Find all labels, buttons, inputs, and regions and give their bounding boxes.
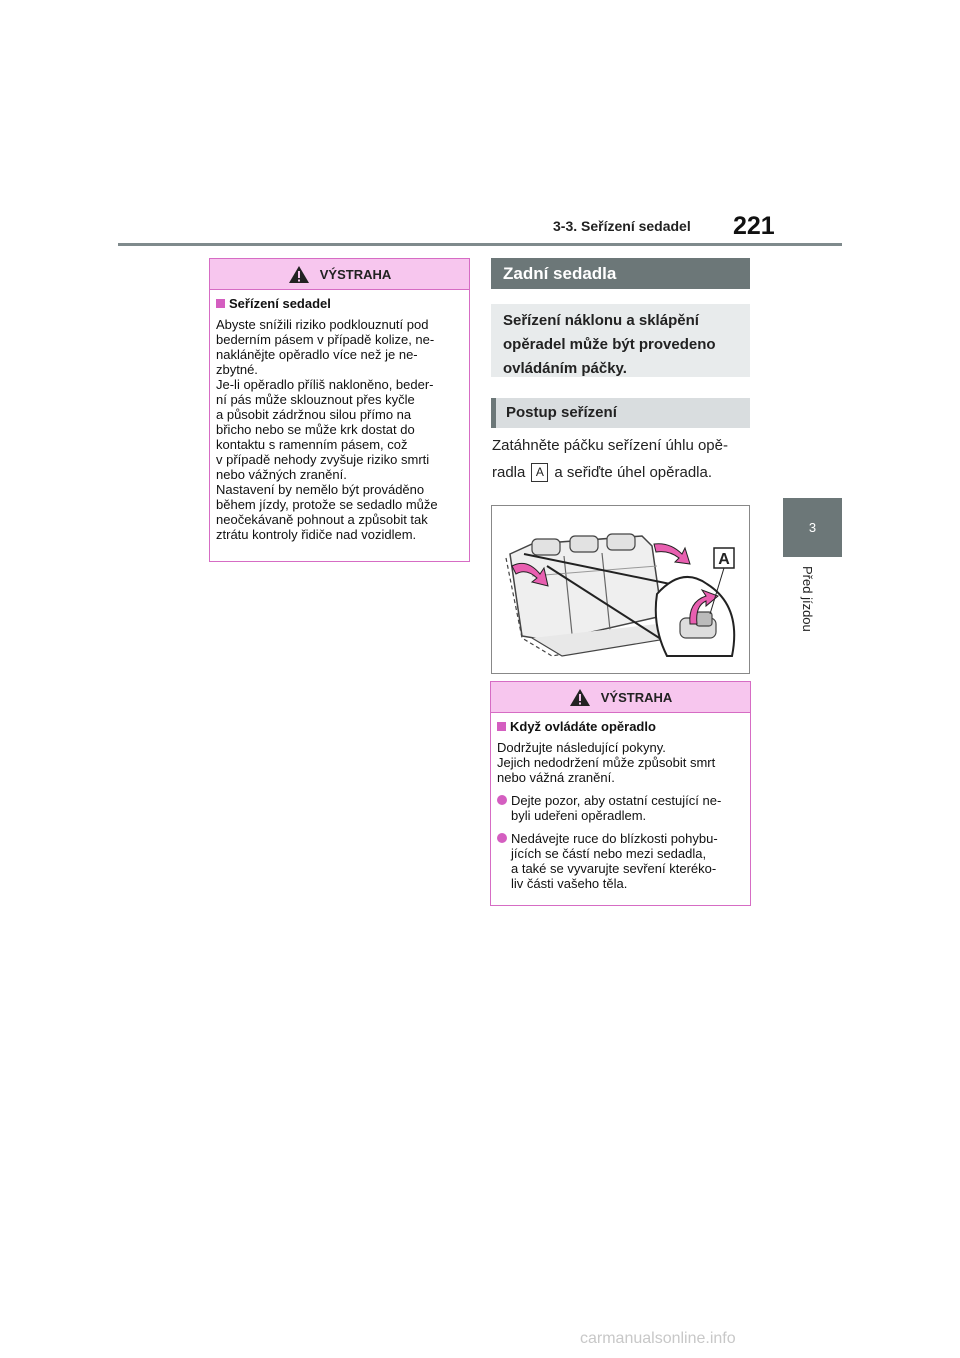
warning-title: VÝSTRAHA bbox=[319, 266, 392, 282]
warning-header bbox=[210, 259, 469, 290]
warning-subheading-text: Seřízení sedadel bbox=[229, 296, 331, 311]
rear-seat-illustration bbox=[492, 506, 749, 673]
figure-label-a: A bbox=[718, 551, 730, 568]
warning-title: VÝSTRAHA bbox=[600, 689, 673, 705]
instruction-text-after: a seřiďte úhel opěradla. bbox=[554, 464, 713, 481]
warning-bullet-text: Nedávejte ruce do blízkosti pohybu- jících se částí nebo mezi sedadla, a také se vyvarujte sevření kteréko- liv části vašeho těla. bbox=[511, 831, 718, 891]
warning-triangle-icon bbox=[569, 688, 591, 707]
instruction-line-2 bbox=[492, 463, 712, 482]
square-bullet-icon bbox=[497, 722, 506, 731]
warning-text: Abyste snížili riziko podklouznutí pod bederním pásem v případě kolize, ne- naklánějte opěradlo více než je ne- zbytné. Je-li opěradlo příliš nakloněno, beder- ní pás může sklouznout přes kyčle a působit zádržnou silou přímo na břicho nebo se může krk dostat do kontaktu s ramenním pásem, což v případě nehody zvyšuje riziko smrti nebo vážných zranění. Nastavení by nemělo být prováděno během jízdy, protože se sedadlo může neočekávaně pohnout a způsobit tak ztrátu kontroly řidiče nad vozidlem. bbox=[216, 317, 438, 542]
warning-body bbox=[491, 713, 750, 901]
intro-box: Seřízení náklonu a sklápění opěradel může být provedeno ovládáním páčky. bbox=[491, 304, 750, 377]
warning-box-backrest bbox=[490, 681, 751, 906]
warning-subheading-text: Když ovládáte opěradlo bbox=[510, 719, 656, 734]
header-rule bbox=[118, 243, 842, 246]
warning-bullet bbox=[497, 793, 744, 823]
warning-body bbox=[210, 290, 469, 552]
instruction-text-before: radla bbox=[492, 464, 526, 481]
square-bullet-icon bbox=[216, 299, 225, 308]
round-bullet-icon bbox=[497, 795, 507, 805]
warning-bullet bbox=[497, 831, 744, 891]
rear-seat-figure bbox=[491, 505, 750, 674]
callout-label-a: A bbox=[531, 463, 548, 482]
section-heading: Zadní sedadla bbox=[491, 258, 750, 289]
chapter-number: 3 bbox=[808, 520, 817, 535]
warning-triangle-icon bbox=[288, 265, 310, 284]
round-bullet-icon bbox=[497, 833, 507, 843]
warning-text: Dodržujte následující pokyny. Jejich nedodržení může způsobit smrt nebo vážná zranění. bbox=[497, 740, 716, 785]
warning-box-seat-adjust bbox=[209, 258, 470, 562]
chapter-label bbox=[800, 566, 820, 646]
warning-bullet-text: Dejte pozor, aby ostatní cestující ne- byli udeřeni opěradlem. bbox=[511, 793, 722, 823]
warning-subheading bbox=[216, 296, 463, 311]
watermark: carmanualsonline.info bbox=[580, 1330, 736, 1347]
instruction-line-1: Zatáhněte páčku seřízení úhlu opě- bbox=[492, 437, 728, 454]
chapter-label-text: Před jízdou bbox=[800, 566, 815, 632]
procedure-heading: Postup seřízení bbox=[491, 398, 750, 428]
warning-header bbox=[491, 682, 750, 713]
section-title: 3-3. Seřízení sedadel bbox=[553, 218, 691, 234]
page-number: 221 bbox=[733, 212, 775, 240]
warning-subheading bbox=[497, 719, 744, 734]
